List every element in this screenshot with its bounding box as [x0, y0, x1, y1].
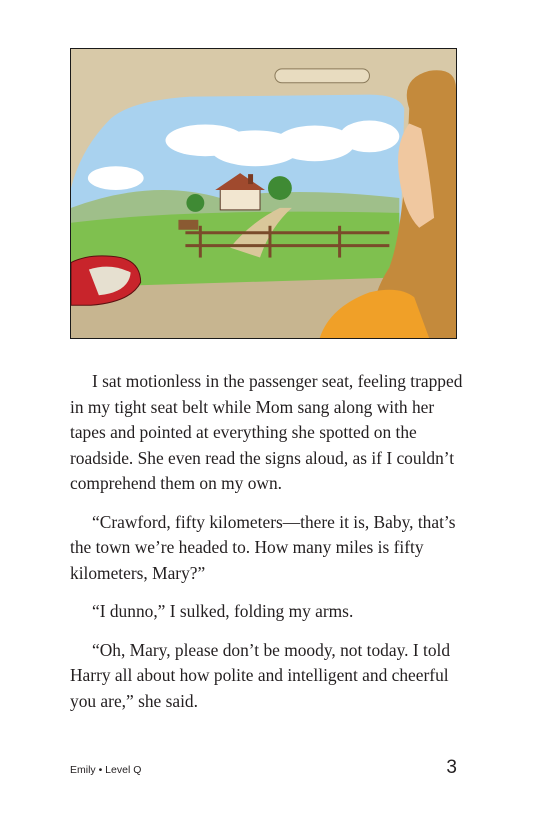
tree — [268, 176, 292, 200]
story-paragraph: “Crawford, fifty kilometers—there it is, Baby, that’s the town we’re headed to. How many miles is fifty kilometers, Mary?” — [70, 511, 456, 583]
book-level-label: Emily • Level Q — [70, 764, 142, 776]
illustration-canvas — [71, 49, 456, 338]
mailbox — [178, 220, 198, 230]
story-text — [70, 369, 470, 727]
grab-handle — [275, 69, 370, 83]
page-number: 3 — [446, 757, 457, 778]
tree — [186, 194, 204, 212]
story-paragraph: “I dunno,” I sulked, folding my arms. — [92, 601, 354, 621]
story-paragraph: I sat motionless in the passenger seat, feeling trapped in my tight seat belt while Mom sang along with her tapes and pointed at everything she spotted on the roadside. She even read the signs aloud, as if I couldn’t comprehend them on my own. — [70, 371, 463, 493]
story-paragraph: “Oh, Mary, please don’t be moody, not today. I told Harry all about how polite and intelligent and cheerful you are,” she said. — [70, 639, 451, 711]
cloud — [340, 121, 400, 153]
farmhouse — [220, 188, 260, 210]
cloud — [88, 166, 144, 190]
farmhouse-chimney — [248, 174, 253, 184]
car-window-countryside-illustration — [70, 48, 457, 339]
